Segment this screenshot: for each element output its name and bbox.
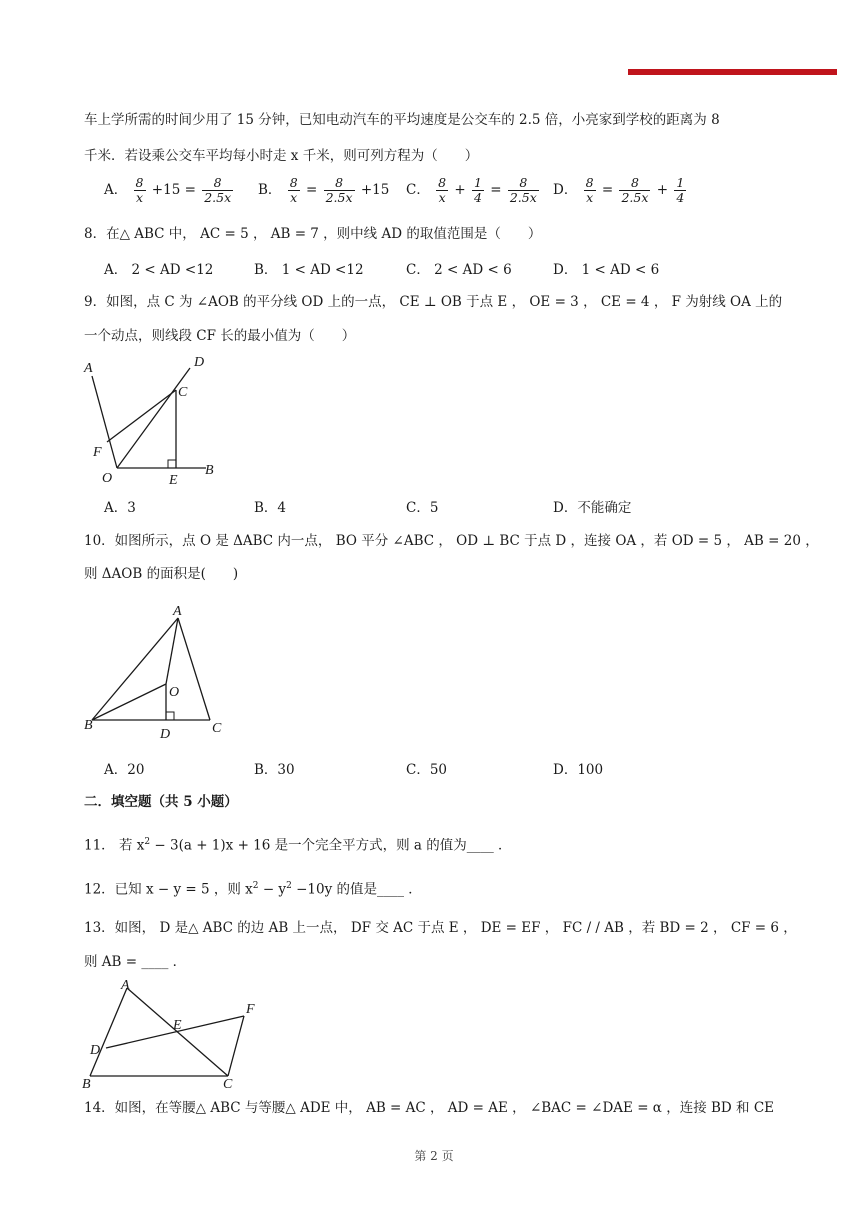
- q9-option-b: B．4: [254, 500, 287, 516]
- q10-label-b: B: [84, 718, 93, 733]
- q13-label-f: F: [246, 1002, 255, 1017]
- q9-label-c: C: [178, 385, 188, 400]
- section2-title: 二．填空题（共 5 小题）: [84, 794, 238, 810]
- q10-option-a: A．20: [104, 762, 145, 778]
- header-accent-bar: [628, 69, 837, 75]
- q7-option-a: A． $\frac{8}{x}$ +15 = $\frac{8}{2.5x}$: [104, 175, 232, 205]
- q14-line1: 14．如图，在等腰△ ABC 与等腰△ ADE 中， AB = AC ， AD = AE ， ∠BAC = ∠DAE = α ，连接 BD 和 CE: [84, 1100, 775, 1116]
- q8-stem: 8．在△ ABC 中， AC = 5 ， AB = 7 ，则中线 AD 的取值范围是（ ）: [84, 226, 542, 242]
- q10-label-o: O: [169, 685, 180, 700]
- q13-line1: 13．如图， D 是△ ABC 的边 AB 上一点， DF 交 AC 于点 E ， DE = EF ， FC / / AB ，若 BD = 2 ， CF = 6 ，: [84, 920, 797, 936]
- q8-option-d: D． 1 < AD < 6: [553, 262, 660, 278]
- q13-label-c: C: [223, 1077, 233, 1092]
- q7-line2: 千米．若设乘公交车平均每小时走 x 千米，则可列方程为（ ）: [84, 148, 479, 164]
- q12-text: 12．已知 x − y = 5 ，则 $x^2 - y^2 -10y$ 的值是____ ．: [84, 881, 422, 898]
- q9-label-f: F: [93, 445, 102, 460]
- q9-figure: [80, 352, 230, 492]
- q13-label-b: B: [82, 1077, 91, 1092]
- q7-line1: 车上学所需的时间少用了 15 分钟，已知电动汽车的平均速度是公交车的 2.5 倍，小亮家到学校的距离为 8: [84, 112, 720, 128]
- q10-figure: [80, 598, 240, 744]
- q9-option-c: C．5: [406, 500, 439, 516]
- q7-option-d: D． $\frac{8}{x}$ = $\frac{8}{2.5x}$ + $\frac{1}{4}$: [553, 175, 685, 205]
- q13-line2: 则 AB = ____ ．: [84, 954, 187, 970]
- q13-figure: [80, 976, 270, 1092]
- page-number: 第 2 页: [414, 1149, 454, 1163]
- q9-label-b: B: [205, 463, 214, 478]
- q10-line1: 10．如图所示，点 O 是 ΔABC 内一点， BO 平分 ∠ABC ， OD ⊥ BC 于点 D ，连接 OA ，若 OD = 5 ， AB = 20 ，: [84, 533, 819, 549]
- q9-label-a: A: [84, 361, 93, 376]
- q10-label-a: A: [173, 604, 182, 619]
- q8-option-c: C． 2 < AD < 6: [406, 262, 512, 278]
- q10-option-c: C．50: [406, 762, 448, 778]
- q8-option-b: B． 1 < AD <12: [254, 262, 364, 278]
- q7-option-b: B． $\frac{8}{x}$ = $\frac{8}{2.5x}$ +15: [258, 175, 390, 205]
- q9-line1: 9．如图，点 C 为 ∠AOB 的平分线 OD 上的一点， CE ⊥ OB 于点 E ， OE = 3 ， CE = 4 ， F 为射线 OA 上的: [84, 294, 783, 310]
- q7-option-c: C． $\frac{8}{x}$ + $\frac{1}{4}$ = $\frac{8}{2.5x}$: [406, 175, 537, 205]
- q13-label-a: A: [121, 978, 130, 993]
- q10-line2: 则 ΔAOB 的面积是( ): [84, 566, 239, 582]
- q9-option-a: A．3: [104, 500, 136, 516]
- q10-option-d: D．100: [553, 762, 604, 778]
- q10-label-c: C: [212, 721, 222, 736]
- q10-option-b: B．30: [254, 762, 295, 778]
- q9-option-d: D．不能确定: [553, 500, 632, 516]
- q9-label-d: D: [194, 355, 205, 370]
- q10-label-d: D: [160, 727, 171, 742]
- q9-line2: 一个动点，则线段 CF 长的最小值为（ ）: [84, 328, 356, 344]
- q13-label-d: D: [90, 1043, 101, 1058]
- q9-label-o: O: [102, 471, 113, 486]
- q13-label-e: E: [173, 1018, 182, 1033]
- q8-option-a: A． 2 < AD <12: [104, 262, 214, 278]
- q11-text: 11． 若 $x^2 - 3(a + 1)x + 16$ 是一个完全平方式，则 a 的值为____ ．: [84, 837, 512, 854]
- q9-label-e: E: [169, 473, 178, 488]
